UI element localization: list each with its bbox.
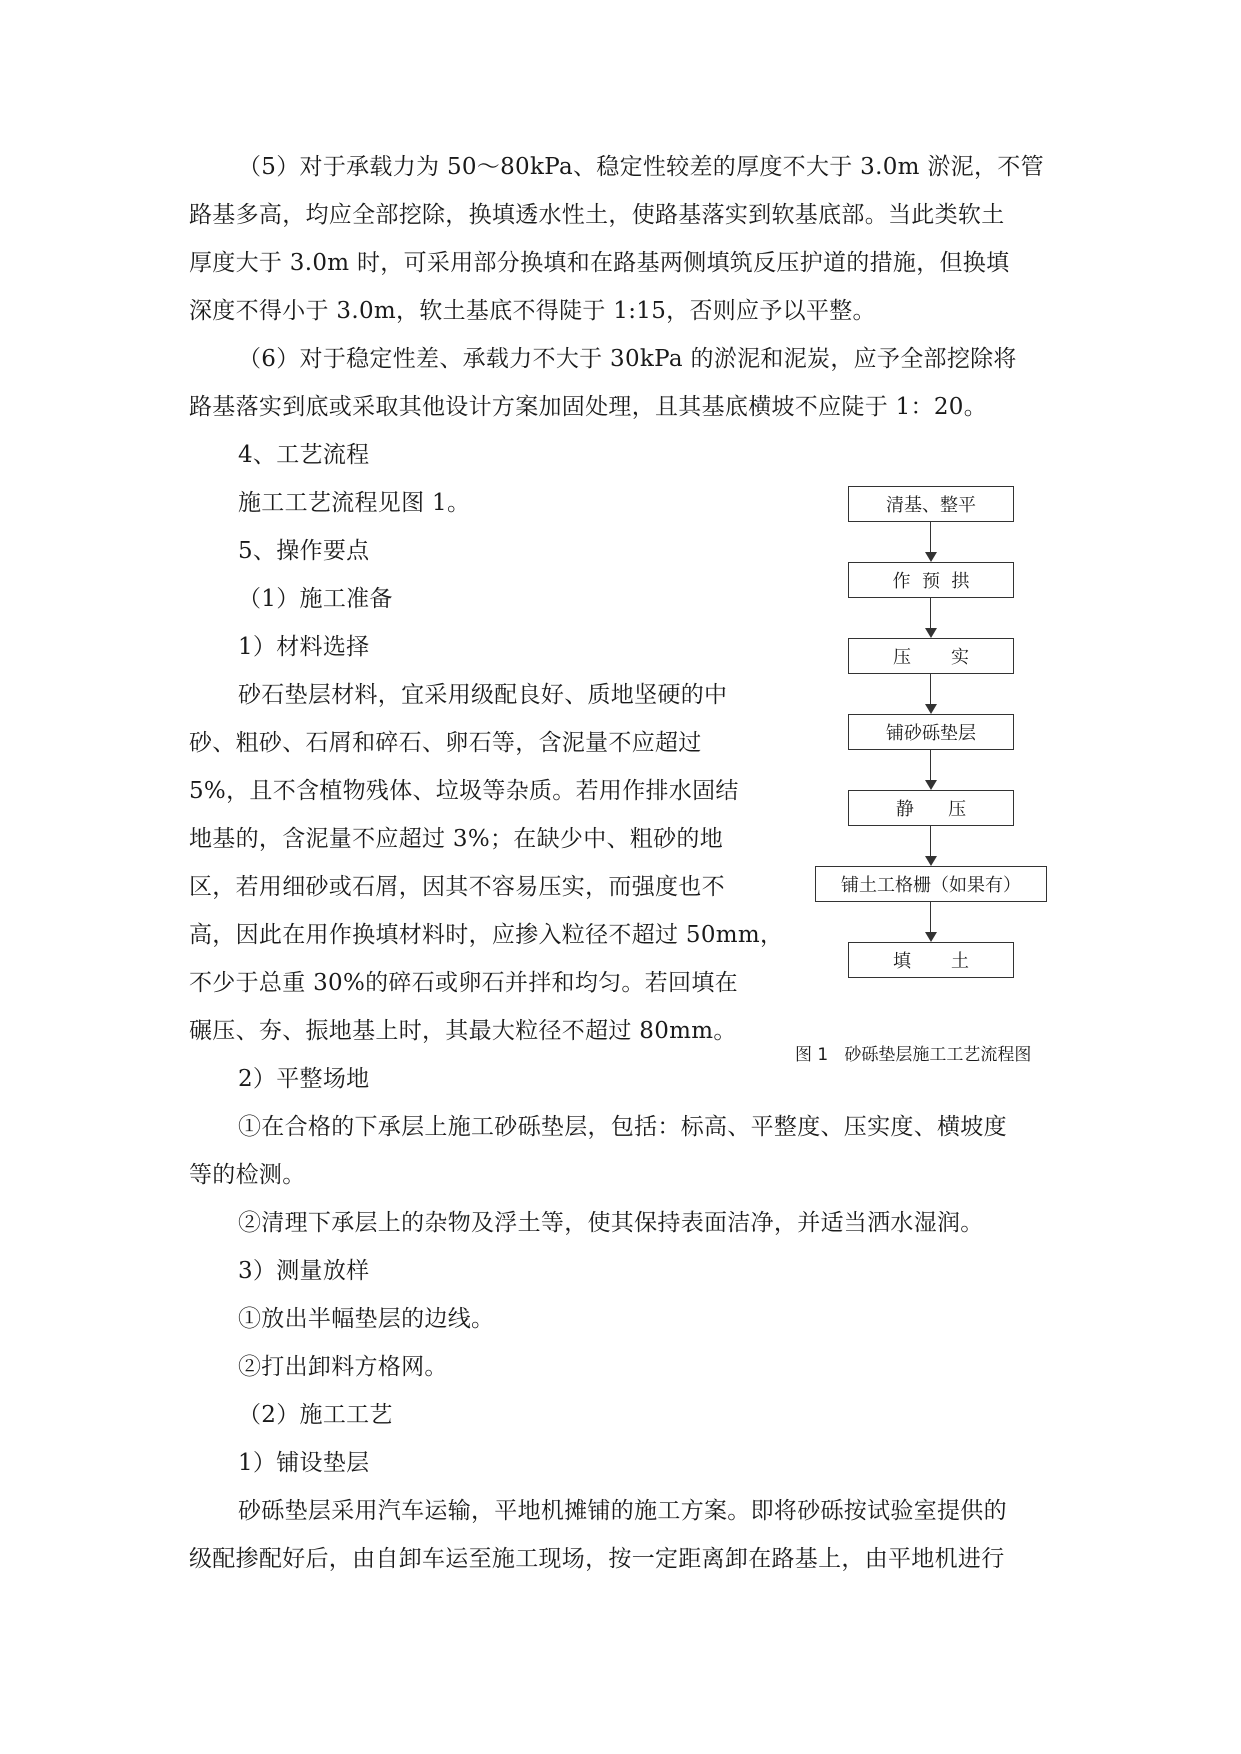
flow-connector <box>930 826 931 856</box>
flow-connector <box>930 902 931 932</box>
text-line: 深度不得小于 3.0m，软土基底不得陡于 1:15，否则应予以平整。 <box>189 298 876 324</box>
flow-step: 铺土工格栅（如果有） <box>815 866 1047 902</box>
text-line: 高，因此在用作换填材料时，应掺入粒径不超过 50mm， <box>189 922 784 948</box>
arrow-down-icon <box>925 780 937 790</box>
figure-caption: 图 1 砂砾垫层施工工艺流程图 <box>795 1045 1032 1065</box>
text-line: 碾压、夯、振地基上时，其最大粒径不超过 80mm。 <box>189 1018 737 1044</box>
text-line: 5、操作要点 <box>238 538 370 564</box>
text-line: 砂砾垫层采用汽车运输，平地机摊铺的施工方案。即将砂砾按试验室提供的 <box>238 1498 1007 1524</box>
text-line: ①在合格的下承层上施工砂砾垫层，包括：标高、平整度、压实度、横坡度 <box>238 1114 1007 1140</box>
text-line: ②打出卸料方格网。 <box>238 1354 448 1380</box>
flow-step: 静 压 <box>848 790 1014 826</box>
flow-connector <box>930 674 931 704</box>
flow-step: 填 土 <box>848 942 1014 978</box>
flow-connector <box>930 598 931 628</box>
text-line: ②清理下承层上的杂物及浮土等，使其保持表面洁净，并适当洒水湿润。 <box>238 1210 984 1236</box>
text-line: 砂石垫层材料，宜采用级配良好、质地坚硬的中 <box>238 682 728 708</box>
text-line: 路基落实到底或采取其他设计方案加固处理，且其基底横坡不应陡于 1：20。 <box>189 394 988 420</box>
flow-step: 压 实 <box>848 638 1014 674</box>
flow-connector <box>930 522 931 552</box>
text-line: 2）平整场地 <box>238 1066 370 1092</box>
text-line: ①放出半幅垫层的边线。 <box>238 1306 495 1332</box>
text-line: （6）对于稳定性差、承载力不大于 30kPa 的淤泥和泥炭，应予全部挖除将 <box>238 346 1017 372</box>
text-line: 路基多高，均应全部挖除，换填透水性土，使路基落实到软基底部。当此类软土 <box>189 202 1005 228</box>
text-line: 砂、粗砂、石屑和碎石、卵石等，含泥量不应超过 <box>189 730 702 756</box>
text-line: 级配掺配好后，由自卸车运至施工现场，按一定距离卸在路基上，由平地机进行 <box>189 1546 1005 1572</box>
text-line: （5）对于承载力为 50～80kPa、稳定性较差的厚度不大于 3.0m 淤泥，不管 <box>238 154 1044 180</box>
arrow-down-icon <box>925 628 937 638</box>
arrow-down-icon <box>925 552 937 562</box>
arrow-down-icon <box>925 856 937 866</box>
text-line: 区，若用细砂或石屑，因其不容易压实，而强度也不 <box>189 874 725 900</box>
text-line: 5%，且不含植物残体、垃圾等杂质。若用作排水固结 <box>189 778 739 804</box>
text-line: 地基的，含泥量不应超过 3%；在缺少中、粗砂的地 <box>189 826 723 852</box>
arrow-down-icon <box>925 704 937 714</box>
arrow-down-icon <box>925 932 937 942</box>
text-line: 等的检测。 <box>189 1162 306 1188</box>
text-line: 不少于总重 30%的碎石或卵石并拌和均匀。若回填在 <box>189 970 738 996</box>
text-line: 施工工艺流程见图 1。 <box>238 490 471 516</box>
flow-connector <box>930 750 931 780</box>
text-line: 4、工艺流程 <box>238 442 370 468</box>
text-line: （1）施工准备 <box>238 586 393 612</box>
flow-step: 铺砂砾垫层 <box>848 714 1014 750</box>
text-line: 1）铺设垫层 <box>238 1450 370 1476</box>
text-line: 3）测量放样 <box>238 1258 370 1284</box>
text-line: 厚度大于 3.0m 时，可采用部分换填和在路基两侧填筑反压护道的措施，但换填 <box>189 250 1010 276</box>
flow-step: 作 预 拱 <box>848 562 1014 598</box>
text-line: 1）材料选择 <box>238 634 370 660</box>
text-line: （2）施工工艺 <box>238 1402 393 1428</box>
flow-step: 清基、整平 <box>848 486 1014 522</box>
